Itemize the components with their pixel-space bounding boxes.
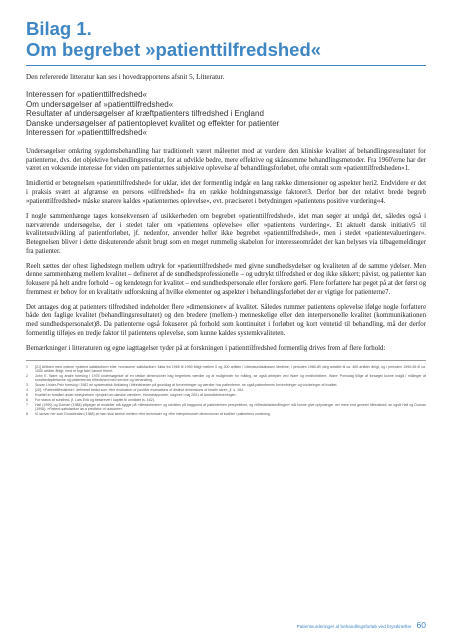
section-list (26, 90, 426, 138)
title-line-2: Om begrebet »patienttilfredshed« (26, 39, 322, 60)
section-item: Interessen for »patienttilfredshed« (26, 128, 147, 138)
section-item: Om undersøgelser af »patienttilfredshed« (26, 99, 174, 109)
footnote-text: John E. Ware og andre foreslog i 1975 undersøgelser af en række dimensioner bag begrebets værdier og af muligheder for måling, se også arbejder ved Ware og medforfattere, Ware: Ponsdag tillige af forsøget kunne indgå i målinger af sundhedsydelserne og patienternes tilfredshed med service og behandling. (35, 373, 426, 383)
footnotes (26, 365, 426, 417)
page-title (26, 18, 426, 60)
footnote-text: Hall (1990) og Dornan (1988) påpeger at modeller må bygge på »tilfredsheden« og udvikles på baggrund af patienternes perspektiver, og »tilfredshedsmålinger« må kunne give oplysninger om mere end generel tilfredshed; se også Hall og Dornan (1990): »Patient-satisfaction as a predictor of outcome«. (35, 403, 426, 412)
footnote-number: 4 (26, 388, 28, 393)
section-item: Interessen for »patienttilfredshed« (26, 90, 147, 99)
page-footer (297, 620, 426, 630)
page-number: 60 (416, 620, 426, 630)
footnote-number: 6 (26, 398, 28, 403)
title-divider (26, 65, 426, 66)
footnote-text: Susan Linder-Pelz foreslog i 1982 en systematisk forklaring i tilfredsheden på grundlag af forventninger og værdier hos patienterne, se også patienternes forventninger og vurderinger af kvalitet. (35, 383, 338, 388)
paragraph: Bemærkninger i litteraturen og egne iagttagelser tyder på at forskningen i patienttilfredshed formentlig drives frem af flere forhold: (26, 344, 386, 352)
footnote (26, 388, 426, 392)
footnote (26, 412, 426, 416)
footnote-number: 2 (26, 373, 28, 378)
paragraph: Reelt sættes der oftest lighedstegn mellem udtryk for »patienttilfredshed« med givne sundhedsydelser og kvaliteten af de samme ydelser. Men denne sammenhæng mellem kvalitet – defineret af de sundhedsprofessionelle – og udtrykt tilfredshed er dog ikke sikkert; påvist, og patienter kan fokusere på helt andre forhold – og kendetegn for kvalitet – end sundhedspersonale eller forskere gør6. Flere forfattere har peget på at der først og fremmest er behov for en kvalitativ udforskning af hvilke elementer og aspekter i behandlingsforløbet der er vigtige for patienterne7. (26, 262, 427, 296)
footnote (26, 403, 426, 412)
body-text (26, 148, 426, 354)
paragraph: Imidlertid er betegnelsen »patienttilfredshed« for uklar, idet der formentlig indgår en lang række dimensioner og aspekter heri2. Endvidere er det i praksis svært at afgrænse en persons »tilfredshed« fra en række holdningsmæssige faktorer3. Derfor bør det relativt brede begreb »patienttilfredshed« måske snarere kaldes »patienternes oplevelse«, evt. præciseret i betydningen »patientens positive vurdering«4. (26, 180, 426, 205)
footnotes-divider (26, 360, 426, 361)
footnote-number: 7 (26, 403, 28, 407)
title-line-1: Bilag 1. (26, 18, 92, 39)
footnote-number: 5 (26, 393, 28, 398)
footer-text: Patientvurderinger af behandlingsforløb ved brystkræfter (296, 624, 412, 629)
footnote-text: Vi skriver her som Donabedian (1988) at man skal skelne mellem »the technical« og »the interpersonal« dimensioner af kvalitet i patientens vurdering. (35, 412, 271, 417)
footnote-text: Kvalitet er forstået under betegnelsen »projekt om danske værdier«, Hovedrapporten, udgivet i maj 2001 af Amtsrådsforeningen. (35, 393, 237, 398)
footnote-number: 3 (26, 383, 28, 388)
paragraph: I nogle sammenhænge tages konsekvensen af usikkerheden om begrebet »patienttilfredshed«, idet man søger at undgå det, således også i nærværende undersøgelse, der i stedet taler om »patientens oplevelse« eller »patientens vurdering«. Et aktuelt dansk initiativ5 til kvalitetsudvikling af patientforløbet, jf. nedenfor, anvender heller ikke begrebet »patienttilfredshed«, men i stedet »patientevalueringer«. Betegnelsen bliver i dette diskuterende afsnit brugt som en meget rummelig skabelon for interesseområdet der kan belyses via tilbagemeldinger fra patienter. (26, 212, 426, 255)
footnote (26, 398, 426, 402)
paragraph: Det antages dog at patienters tilfredshed indeholder flere »dimensioner« af kvalitet. Således rummer patientens oplevelse ifølge nogle forfattere både den faglige kvalitet (behandlingsresultatet) og den bredere (mellem-) menneskelige eller den interpersonelle kvalitet (kommunikationen med sundhedspersonalet)8. Da patienterne også fokuserer på forhold som kontinuitet i forløbet og kort ventetid til behandling, må der derfor formentlig tilføjes en tredje faktor til patientens oplevelse, som kunne kaldes systemkvaliteten. (26, 303, 426, 337)
footnote-number: 1 (26, 364, 28, 369)
paragraph: Undersøgelser omkring sygdomsbehandling har traditionelt været måleettet mod at vurdere den kliniske kvalitet af behandlingsresultatet for patienterne, dvs. det objektive behandlingsresultat, for at udvikle bedre, mere effektive og skånsomme behandlingsmetoder. Fra 1960'erne har der været en voksende interesse for viden om patienternes subjektive oplevelse af behandlingsforløbet, ofte omtalt som »patienttilfredsheden«1. (26, 147, 426, 173)
page-content (26, 18, 426, 417)
footnote-text: [20]: »Patienttilfredshed«: defineret bedst som »the evaluation of positive evaluations of distinct dimensions of health care«, jf. s. 164. (35, 388, 244, 393)
footnote (26, 374, 426, 383)
footnote-text: [21] Artiklen med ordene »patient satisfaction« eller »consumer satisfaction« fukta fra 1965 til 1990 årligt mellem 0 og 200 artikler i Litteraturdatabasen Medline; i perioden 1980-89 steg antallet til ca. 400 artikler årligt, og i perioden 1990-96 til ca. 1000 artikler årligt, med et fogt fald i lønnet tiherrt. (35, 364, 426, 374)
footnote-number: 8 (26, 412, 28, 417)
intro-text: Den refererede litteratur kan ses i hovedrapportens afsnit 5, Litteratur. (26, 73, 225, 81)
footnote (26, 383, 426, 387)
footnote-text: For status af sundhed, jf. Lars Erik og beskrevet i kapitel til området (s. 162). (35, 398, 155, 403)
footnote (26, 393, 426, 397)
section-item: Resultater af undersøgelser af kræftpatienters tilfredshed i England (26, 109, 264, 119)
section-item: Danske undersøgelser af patientoplevet kvalitet og effekter for patienter (26, 118, 280, 128)
footnote (26, 365, 426, 374)
